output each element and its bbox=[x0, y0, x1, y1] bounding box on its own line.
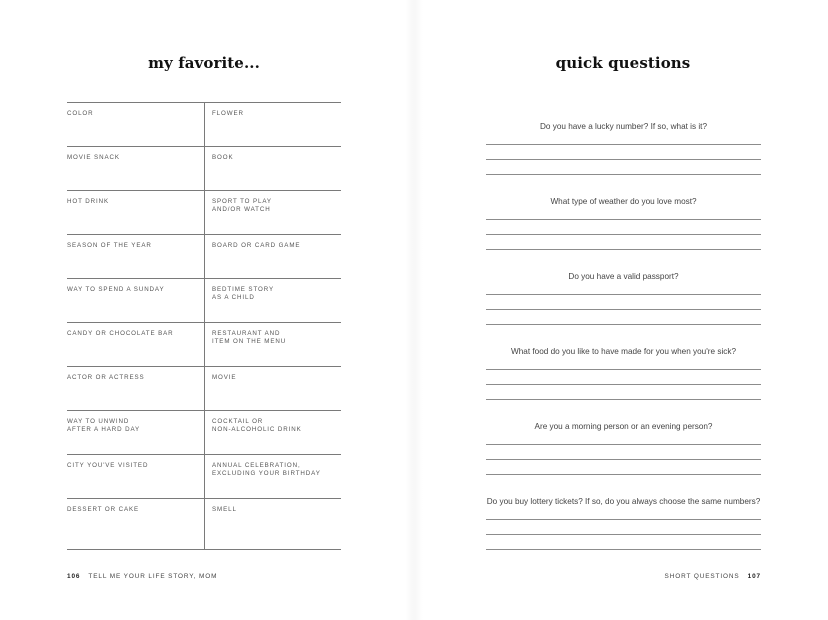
favorite-prompt-right[interactable]: COCKTAIL OR NON-ALCOHOLIC DRINK bbox=[204, 411, 341, 454]
answer-line[interactable] bbox=[486, 174, 761, 175]
favorite-row bbox=[67, 410, 341, 454]
favorite-prompt-left[interactable]: DESSERT OR CAKE bbox=[67, 506, 140, 513]
answer-line[interactable] bbox=[486, 459, 761, 460]
favorite-row bbox=[67, 102, 341, 146]
question-text: Are you a morning person or an evening person? bbox=[534, 422, 713, 431]
question-text: Do you have a valid passport? bbox=[568, 272, 679, 281]
favorites-grid bbox=[67, 102, 341, 550]
favorite-prompt-left[interactable]: CITY YOU'VE VISITED bbox=[67, 462, 149, 469]
favorite-row bbox=[67, 322, 341, 366]
favorite-prompt-right[interactable]: FLOWER bbox=[204, 103, 341, 146]
favorite-prompt-right[interactable]: RESTAURANT AND ITEM ON THE MENU bbox=[204, 323, 341, 366]
footer-right bbox=[665, 573, 761, 580]
page-number-right: 107 bbox=[747, 573, 761, 580]
favorite-row bbox=[67, 190, 341, 234]
favorite-row bbox=[67, 366, 341, 410]
favorite-row bbox=[67, 498, 341, 550]
favorite-prompt-right[interactable]: SMELL bbox=[204, 499, 341, 549]
favorite-prompt-left[interactable]: MOVIE SNACK bbox=[67, 154, 120, 161]
answer-line[interactable] bbox=[486, 294, 761, 295]
footer-book-title: TELL ME YOUR LIFE STORY, MOM bbox=[88, 573, 218, 580]
question-text: What type of weather do you love most? bbox=[550, 197, 697, 206]
favorite-prompt-left[interactable]: COLOR bbox=[67, 110, 94, 117]
question-text: What food do you like to have made for you when you're sick? bbox=[510, 347, 737, 356]
answer-line[interactable] bbox=[486, 159, 761, 160]
answer-line[interactable] bbox=[486, 474, 761, 475]
answer-line[interactable] bbox=[486, 399, 761, 400]
answer-line[interactable] bbox=[486, 384, 761, 385]
answer-line[interactable] bbox=[486, 324, 761, 325]
answer-line[interactable] bbox=[486, 519, 761, 520]
favorite-prompt-left[interactable]: SEASON OF THE YEAR bbox=[67, 242, 152, 249]
answer-line[interactable] bbox=[486, 369, 761, 370]
favorite-prompt-left[interactable]: HOT DRINK bbox=[67, 198, 110, 205]
right-page bbox=[414, 0, 828, 620]
favorite-prompt-right[interactable]: ANNUAL CELEBRATION, EXCLUDING YOUR BIRTHDAY bbox=[204, 455, 341, 498]
footer-left bbox=[67, 573, 217, 580]
favorite-prompt-right[interactable]: BOARD OR CARD GAME bbox=[204, 235, 341, 278]
favorite-row bbox=[67, 454, 341, 498]
favorite-prompt-left[interactable]: ACTOR OR ACTRESS bbox=[67, 374, 145, 381]
favorite-prompt-left[interactable]: WAY TO UNWIND AFTER A HARD DAY bbox=[67, 418, 141, 433]
favorite-prompt-right[interactable]: SPORT TO PLAY AND/OR WATCH bbox=[204, 191, 341, 234]
favorite-row bbox=[67, 278, 341, 322]
answer-line[interactable] bbox=[486, 549, 761, 550]
page-number-left: 106 bbox=[67, 573, 81, 580]
favorite-prompt-right[interactable]: MOVIE bbox=[204, 367, 341, 410]
answer-line[interactable] bbox=[486, 144, 761, 145]
answer-line[interactable] bbox=[486, 534, 761, 535]
page-title-quick-questions: quick questions bbox=[555, 54, 691, 72]
answer-line[interactable] bbox=[486, 219, 761, 220]
favorite-prompt-left[interactable]: WAY TO SPEND A SUNDAY bbox=[67, 286, 165, 293]
favorite-prompt-left[interactable]: CANDY OR CHOCOLATE BAR bbox=[67, 330, 174, 337]
answer-line[interactable] bbox=[486, 234, 761, 235]
answer-line[interactable] bbox=[486, 444, 761, 445]
answer-line[interactable] bbox=[486, 249, 761, 250]
favorite-row bbox=[67, 146, 341, 190]
question-text: Do you buy lottery tickets? If so, do you always choose the same numbers? bbox=[486, 497, 761, 506]
favorite-row bbox=[67, 234, 341, 278]
favorite-prompt-right[interactable]: BOOK bbox=[204, 147, 341, 190]
question-text: Do you have a lucky number? If so, what is it? bbox=[539, 122, 708, 131]
answer-line[interactable] bbox=[486, 309, 761, 310]
page-title-my-favorite: my favorite... bbox=[148, 54, 260, 72]
footer-section-title: SHORT QUESTIONS bbox=[664, 573, 740, 580]
favorite-prompt-right[interactable]: BEDTIME STORY AS A CHILD bbox=[204, 279, 341, 322]
